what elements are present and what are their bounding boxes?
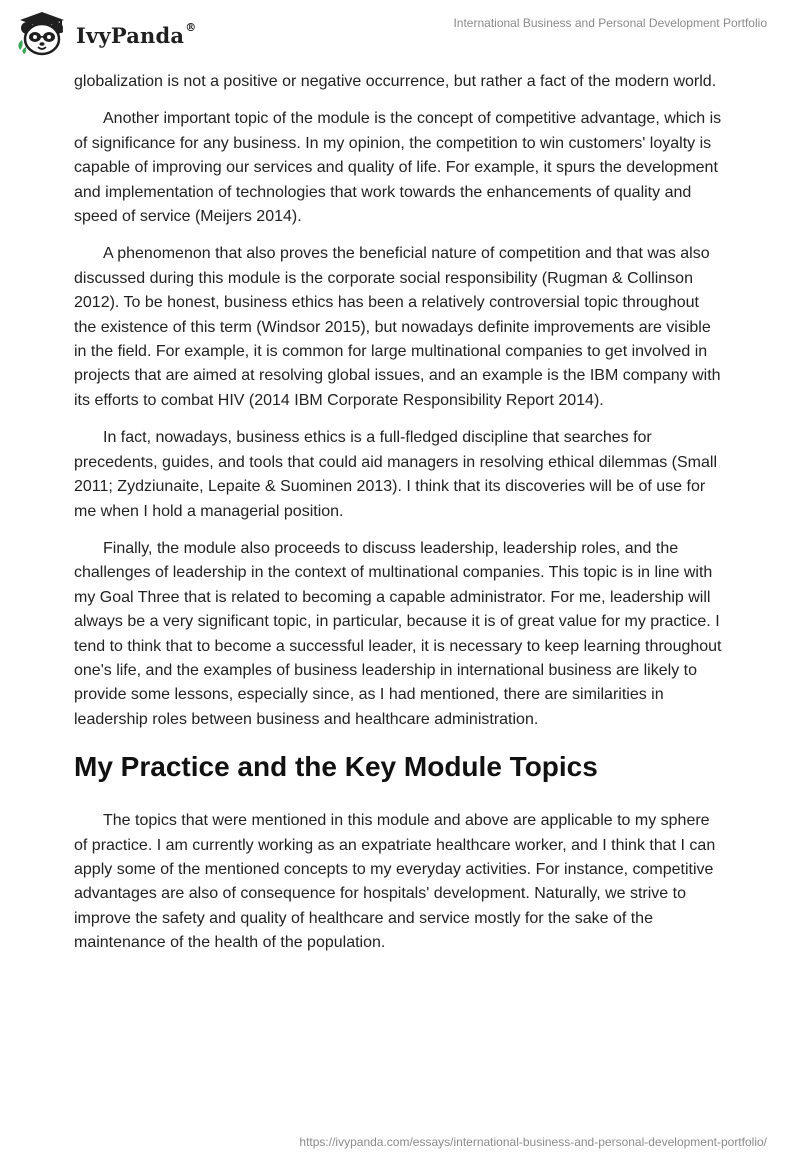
paragraph-business-ethics: In fact, nowadays, business ethics is a full-fledged discipline that searches for precedents, guides, and tools that could aid managers in resolving ethical dilemmas (Small 2011; Zydziunaite, Lepaite & Suominen 2013). I think that its discoveries will be of use for me when I hold a managerial position. bbox=[74, 429, 718, 520]
panda-icon bbox=[14, 10, 70, 58]
document-title: International Business and Personal Development Portfolio bbox=[453, 16, 767, 30]
ivypanda-logo[interactable] bbox=[14, 10, 196, 58]
brand-name: IvyPanda® bbox=[76, 20, 197, 48]
source-url[interactable]: https://ivypanda.com/essays/international-business-and-personal-development-portfolio/ bbox=[299, 1135, 767, 1149]
paragraph-practice: The topics that were mentioned in this module and above are applicable to my sphere of practice. I am currently working as an expatriate healthcare worker, and I think that I can apply some of the mentioned concepts to my everyday activities. For instance, competitive advantages are also of consequence for hospitals' development. Naturally, we strive to improve the safety and quality of healthcare and service mostly for the sake of the maintenance of the health of the population. bbox=[74, 812, 716, 952]
section-heading: My Practice and the Key Module Topics bbox=[74, 751, 598, 783]
paragraph-globalization: globalization is not a positive or negative occurrence, but rather a fact of the modern world. bbox=[74, 73, 717, 90]
paragraph-competitive-advantage: Another important topic of the module is the concept of competitive advantage, which is of significance for any business. In my opinion, the competition to win customers' loyalty is capable of improving our services and quality of life. For example, it spurs the development and implementation of technologies that work towards the enhancements of quality and speed of service (Meijers 2014). bbox=[74, 110, 722, 226]
page-header bbox=[0, 0, 800, 64]
paragraph-corporate-social-responsibility: A phenomenon that also proves the beneficial nature of competition and that was also discussed during this module is the corporate social responsibility (Rugman & Collinson 2012). To be honest, business ethics has been a relatively controversial topic throughout the existence of this term (Windsor 2015), but nowadays definite improvements are visible in the field. For example, it is common for large multinational companies to get involved in projects that are aimed at resolving global issues, and an example is the IBM company with its efforts to combat HIV (2014 IBM Corporate Responsibility Report 2014). bbox=[74, 245, 721, 409]
registered-mark: ® bbox=[185, 20, 197, 34]
essay-content bbox=[74, 70, 724, 969]
paragraph-leadership: Finally, the module also proceeds to discuss leadership, leadership roles, and the challenges of leadership in the context of multinational companies. This topic is in line with my Goal Three that is related to becoming a capable administrator. For me, leadership will always be a very significant topic, in particular, because it is of great value for my practice. I tend to think that to become a successful leader, it is necessary to keep learning throughout one's life, and the examples of business leadership in international business are likely to provide some lessons, especially since, as I had mentioned, there are similarities in leadership roles between business and healthcare administration. bbox=[74, 539, 722, 728]
